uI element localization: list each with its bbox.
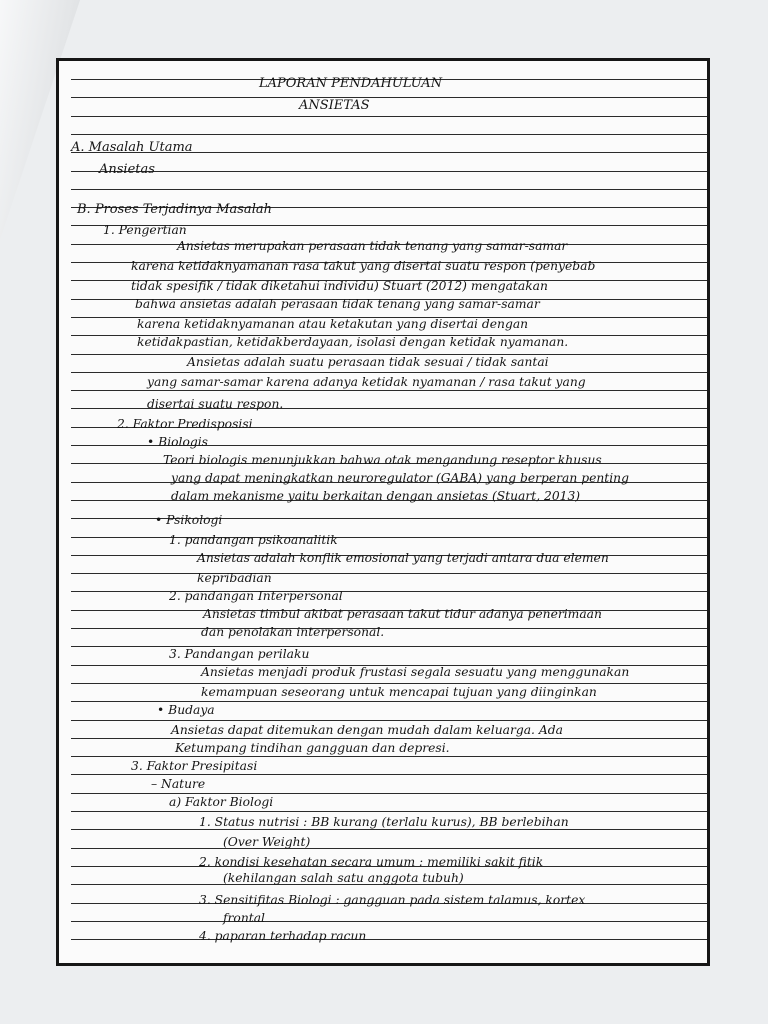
ruled-line bbox=[71, 116, 707, 117]
text-line: karena ketidaknyamanan rasa takut yang disertai suatu respon (penyebab bbox=[131, 259, 596, 273]
text-line: 1. Status nutrisi : BB kurang (terlalu kurus), BB berlebihan bbox=[199, 815, 569, 829]
text-line: dalam mekanisme yaitu berkaitan dengan ansietas (Stuart, 2013) bbox=[171, 489, 581, 503]
text-line: kepribadian bbox=[197, 571, 272, 585]
text-line: bahwa ansietas adalah perasaan tidak tenang yang samar-samar bbox=[135, 297, 540, 311]
text-line: yang samar-samar karena adanya ketidak nyamanan / rasa takut yang bbox=[147, 375, 586, 389]
ruled-line bbox=[71, 97, 707, 98]
text-line: 2. Faktor Predisposisi bbox=[117, 417, 253, 431]
text-line: 1. Pengertian bbox=[103, 223, 187, 237]
text-line: 3. Faktor Presipitasi bbox=[131, 759, 258, 773]
text-line: • Psikologi bbox=[155, 513, 223, 527]
text-line: (Over Weight) bbox=[223, 835, 311, 849]
text-line: Ansietas adalah suatu perasaan tidak sesuai / tidak santai bbox=[187, 355, 549, 369]
text-line: – Nature bbox=[151, 777, 206, 791]
text-line: Ansietas bbox=[99, 162, 155, 177]
ruled-line bbox=[71, 573, 707, 574]
text-line: kemampuan seseorang untuk mencapai tujuan yang diinginkan bbox=[201, 685, 597, 699]
text-line: 2. pandangan Interpersonal bbox=[169, 589, 343, 603]
ruled-line bbox=[71, 171, 707, 172]
text-line: disertai suatu respon. bbox=[147, 397, 284, 411]
notebook-page bbox=[56, 58, 710, 966]
text-line: • Budaya bbox=[157, 703, 215, 717]
text-line: B. Proses Terjadinya Masalah bbox=[77, 202, 272, 217]
ruled-line bbox=[71, 591, 707, 592]
text-line: ANSIETAS bbox=[299, 98, 370, 113]
ruled-line bbox=[71, 189, 707, 190]
text-line: 1. pandangan psikoanalitik bbox=[169, 533, 338, 547]
text-line: Teori biologis menunjukkan bahwa otak mengandung reseptor khusus bbox=[163, 453, 602, 467]
text-line: 3. Pandangan perilaku bbox=[169, 647, 310, 661]
text-line: Ansietas merupakan perasaan tidak tenang yang samar-samar bbox=[177, 239, 568, 253]
text-line: Ansietas adalah konflik emosional yang terjadi antara dua elemen bbox=[197, 551, 609, 565]
ruled-line bbox=[71, 628, 707, 629]
text-line: (kehilangan salah satu anggota tubuh) bbox=[223, 871, 464, 885]
text-line: frontal bbox=[223, 911, 265, 925]
text-line: 2. kondisi kesehatan secara umum : memiliki sakit fitik bbox=[199, 855, 544, 869]
text-line: 4. paparan terhadap racun bbox=[199, 929, 367, 943]
ruled-line bbox=[71, 537, 707, 538]
ruled-line bbox=[71, 134, 707, 135]
text-line: LAPORAN PENDAHULUAN bbox=[259, 76, 443, 91]
ruled-line bbox=[71, 811, 707, 812]
text-line: ketidakpastian, ketidakberdayaan, isolasi dengan ketidak nyamanan. bbox=[137, 335, 569, 349]
text-line: Ansietas timbul akibat perasaan takut tidur adanya penerimaan bbox=[203, 607, 602, 621]
ruled-line bbox=[71, 848, 707, 849]
text-line: A. Masalah Utama bbox=[71, 140, 193, 155]
text-line: Ketumpang tindihan gangguan dan depresi. bbox=[175, 741, 450, 755]
ruled-line bbox=[71, 939, 707, 940]
text-line: karena ketidaknyamanan atau ketakutan yang disertai dengan bbox=[137, 317, 529, 331]
ruled-line bbox=[71, 921, 707, 922]
text-line: yang dapat meningkatkan neuroregulator (GABA) yang berperan penting bbox=[171, 471, 629, 485]
text-line: a) Faktor Biologi bbox=[169, 795, 274, 809]
text-line: • Biologis bbox=[147, 435, 208, 449]
text-line: dan penolakan interpersonal. bbox=[201, 625, 385, 639]
text-line: 3. Sensitifitas Biologi : gangguan pada sistem talamus, kortex bbox=[199, 893, 586, 907]
text-line: Ansietas dapat ditemukan dengan mudah dalam keluarga. Ada bbox=[171, 723, 563, 737]
text-line: tidak spesifik / tidak diketahui individu) Stuart (2012) mengatakan bbox=[131, 279, 548, 293]
ruled-line bbox=[71, 646, 707, 647]
text-line: Ansietas menjadi produk frustasi segala sesuatu yang menggunakan bbox=[201, 665, 630, 679]
